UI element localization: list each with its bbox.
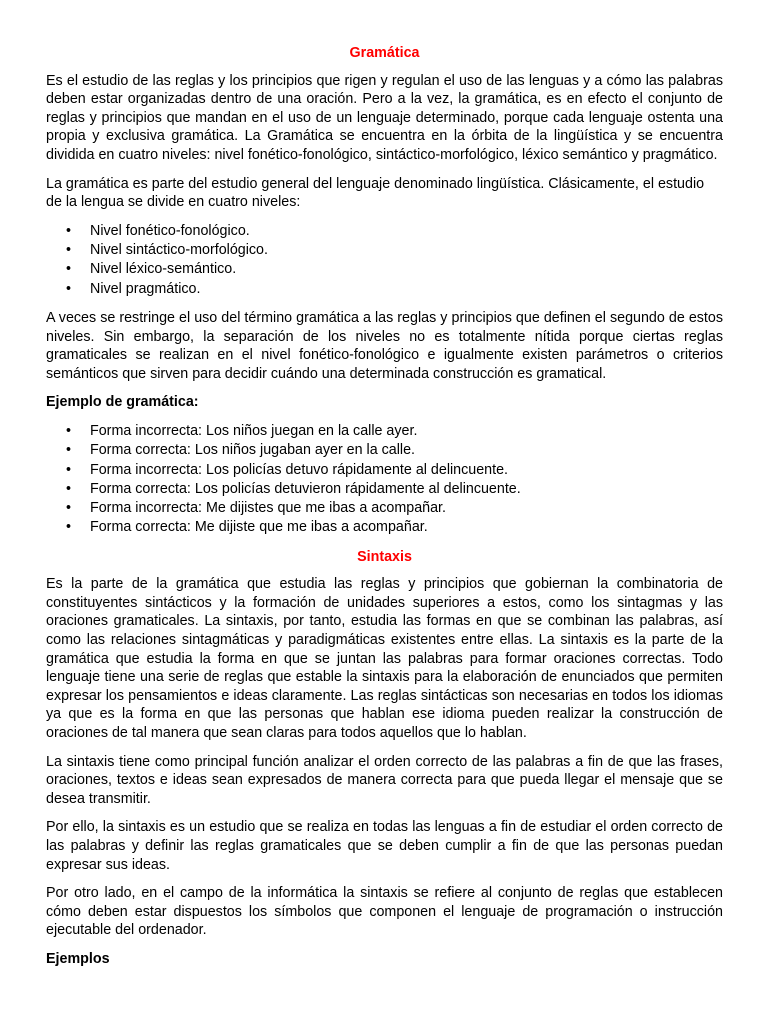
example-heading: Ejemplo de gramática:	[46, 394, 199, 411]
example-text: Forma incorrecta: Los policías detuvo rápidamente al delincuente.	[90, 461, 509, 478]
level-text: Nivel fonético-fonológico.	[90, 222, 250, 239]
gramatica-heading: Gramática	[349, 45, 420, 61]
level-text: Nivel sintáctico-morfológico.	[90, 242, 268, 259]
list-item	[46, 260, 723, 279]
list-item	[46, 499, 723, 518]
example-text: Forma correcta: Los policías detuvieron rápidamente al delincuente.	[90, 480, 521, 497]
gramatica-paragraph-1: Es el estudio de las reglas y los principios que rigen y regulan el uso de las lenguas y a cómo las palabras deben estar organizadas dentro de una oración. Pero a la vez, la gramática, es en efecto el conjunto de reglas y principios que mandan en el uso de un lenguaje determinado, porque cada lenguaje ostenta una propia y exclusiva gramática. La Gramática se encuentra en la órbita de la lingüística y se encuentra dividida en cuatro niveles: nivel fonético-fonológico, sintáctico-morfológico, léxico semántico y pragmático.	[46, 72, 723, 163]
bullet-icon: •	[66, 519, 72, 536]
list-item	[46, 422, 723, 441]
levels-list	[46, 222, 723, 299]
gramatica-paragraph-3: A veces se restringe el uso del término gramática a las reglas y principios que definen el segundo de estos niveles. Sin embargo, la separación de los niveles no es totalmente nítida porque ciertas reglas gramaticales se realizan en el nivel fonético-fonológico e igualmente existen parámetros o criterios semánticos que sirven para decidir cuándo una determinada construcción es gramatical.	[46, 309, 723, 382]
list-item	[46, 280, 723, 299]
bullet-icon: •	[66, 261, 72, 278]
example-text: Forma incorrecta: Los niños juegan en la calle ayer.	[90, 422, 418, 439]
list-item	[46, 241, 723, 260]
bullet-icon: •	[66, 422, 72, 439]
bullet-icon: •	[66, 442, 72, 459]
bullet-icon: •	[66, 461, 72, 478]
bullet-icon: •	[66, 242, 72, 259]
sintaxis-heading: Sintaxis	[357, 548, 412, 565]
level-text: Nivel pragmático.	[90, 280, 201, 297]
list-item	[46, 222, 723, 241]
examples-heading: Ejemplos	[46, 950, 110, 967]
list-item	[46, 518, 723, 537]
bullet-icon: •	[66, 222, 72, 239]
example-text: Forma correcta: Me dijiste que me ibas a acompañar.	[90, 519, 428, 536]
sintaxis-paragraph-3: Por ello, la sintaxis es un estudio que se realiza en todas las lenguas a fin de estudiar el orden correcto de las palabras y definir las reglas gramaticales que se deben cumplir a fin de que las personas puedan expresar sus ideas.	[46, 819, 723, 873]
document-page	[46, 44, 723, 979]
list-item	[46, 441, 723, 460]
examples-list	[46, 422, 723, 538]
sintaxis-paragraph-1: Es la parte de la gramática que estudia las reglas y principios que gobiernan la combinatoria de constituyentes sintácticos y la formación de unidades superiores a estos, como los sintagmas y las oraciones gramaticales. La sintaxis, por tanto, estudia las formas en que se combinan las palabras, así como las relaciones sintagmáticas y paradigmáticas existentes entre ellas. La sintaxis es la parte de la gramática que estudia la forma en que se juntan las palabras para formar oraciones correctas. Todo lenguaje tiene una serie de reglas que estable la sintaxis para la elaboración de enunciados que permiten expresar los pensamientos e ideas claramente. Las reglas sintácticas son necesarias en todos los idiomas ya que es la forma en que las personas que hablan ese idioma pueden realizar la construcción de oraciones de tal manera que sean claras para todos aquellos que lo hablan.	[46, 576, 723, 742]
example-text: Forma correcta: Los niños jugaban ayer en la calle.	[90, 442, 416, 459]
sintaxis-paragraph-2: La sintaxis tiene como principal función analizar el orden correcto de las palabras a fin de que las frases, oraciones, textos e ideas sean expresados de manera correcta para que pueda llegar el mensaje que se desea transmitir.	[46, 753, 723, 807]
example-text: Forma incorrecta: Me dijistes que me ibas a acompañar.	[90, 500, 446, 517]
list-item	[46, 480, 723, 499]
sintaxis-paragraph-4: Por otro lado, en el campo de la informática la sintaxis se refiere al conjunto de reglas que establecen cómo deben estar dispuestos los símbolos que componen el lenguaje de programación o instrucción ejecutable del ordenador.	[46, 885, 723, 939]
list-item	[46, 461, 723, 480]
bullet-icon: •	[66, 280, 72, 297]
bullet-icon: •	[66, 480, 72, 497]
bullet-icon: •	[66, 500, 72, 517]
level-text: Nivel léxico-semántico.	[90, 261, 237, 278]
gramatica-paragraph-2: La gramática es parte del estudio general del lenguaje denominado lingüística. Clásicamente, el estudio de la lengua se divide en cuatro niveles:	[46, 175, 705, 211]
